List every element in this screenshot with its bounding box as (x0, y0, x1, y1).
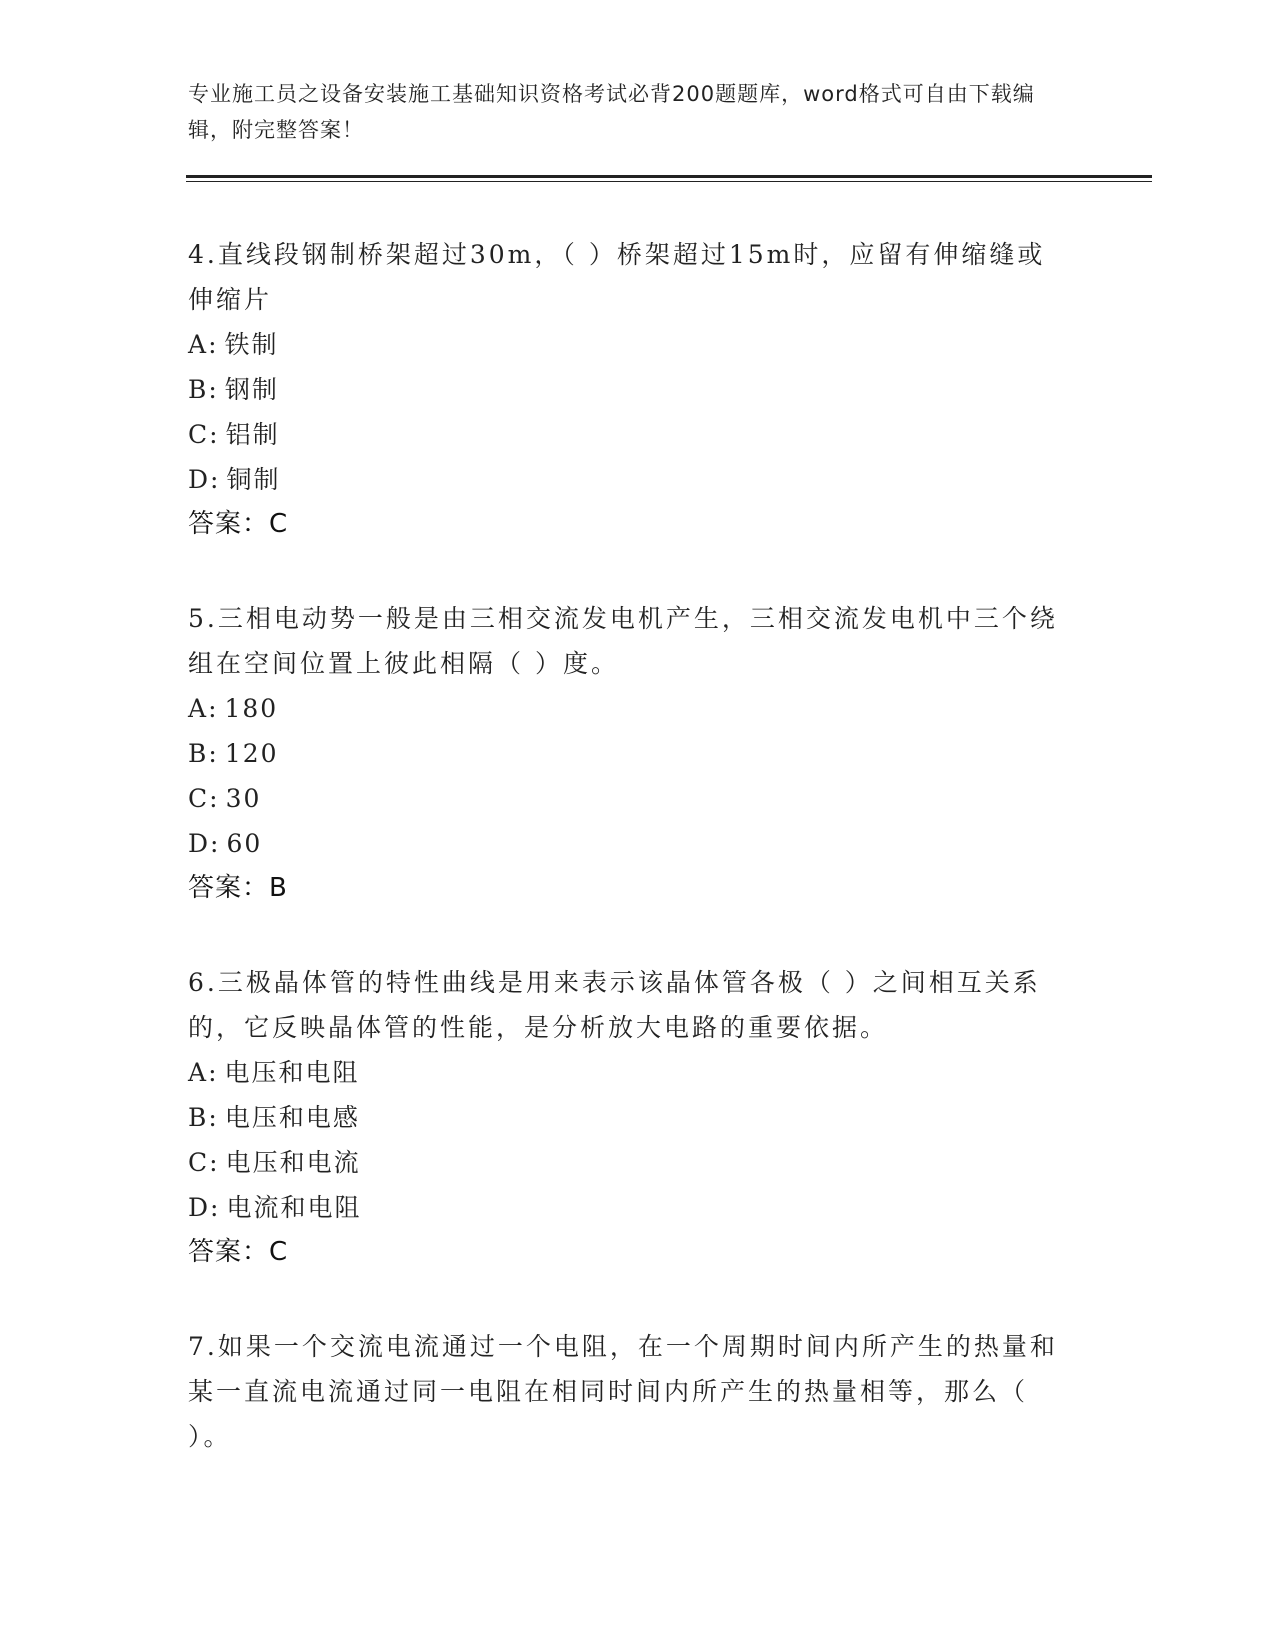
option-key: C (188, 1148, 210, 1177)
option-key: D (188, 829, 211, 858)
option-key: D (188, 1193, 211, 1222)
option-a: A: 电压和电阻 (188, 1058, 360, 1087)
option-key: B (188, 1103, 209, 1132)
option-d: D: 电流和电阻 (188, 1193, 362, 1222)
question-4 (188, 232, 1068, 547)
question-stem: 5.三相电动势一般是由三相交流发电机产生，三相交流发电机中三个绕组在空间位置上彼此相隔（ ）度。 (188, 604, 1058, 678)
answer-line: 答案：B (188, 873, 288, 903)
option-d: D: 铜制 (188, 465, 281, 494)
question-5 (188, 596, 1068, 911)
option-key: B (188, 739, 209, 768)
option-key: A (188, 694, 209, 723)
answer-line: 答案：C (188, 1237, 289, 1267)
answer-line: 答案：C (188, 509, 289, 539)
option-text: 电流和电阻 (226, 1193, 362, 1222)
question-stem: 4.直线段钢制桥架超过30m，（ ）桥架超过15m时，应留有伸缩缝或伸缩片 (188, 240, 1046, 314)
option-b: B: 120 (188, 739, 279, 768)
option-text: 铁制 (224, 330, 279, 359)
question-stem: 7.如果一个交流电流通过一个电阻，在一个周期时间内所产生的热量和某一直流电流通过同一电阻在相同时间内所产生的热量相等，那么（ ）。 (188, 1332, 1058, 1451)
option-text: 钢制 (224, 375, 279, 404)
header-divider-thick (186, 175, 1152, 178)
option-text: 120 (224, 739, 279, 768)
option-b: B: 电压和电感 (188, 1103, 360, 1132)
option-b: B: 钢制 (188, 375, 279, 404)
document-header: 专业施工员之设备安装施工基础知识资格考试必背200题题库，word格式可自由下载编辑，附完整答案！ (188, 82, 1035, 142)
option-text: 电压和电流 (225, 1148, 361, 1177)
option-text: 铝制 (225, 420, 280, 449)
option-key: B (188, 375, 209, 404)
option-a: A: 180 (188, 694, 279, 723)
option-c: C: 铝制 (188, 420, 280, 449)
option-text: 电压和电阻 (224, 1058, 360, 1087)
option-key: D (188, 465, 211, 494)
header-divider-thin (186, 181, 1152, 182)
option-key: C (188, 420, 210, 449)
option-key: A (188, 330, 209, 359)
option-text: 60 (226, 829, 263, 858)
option-c: C: 30 (188, 784, 262, 813)
question-stem: 6.三极晶体管的特性曲线是用来表示该晶体管各极（ ）之间相互关系的，它反映晶体管的性能，是分析放大电路的重要依据。 (188, 968, 1041, 1042)
option-text: 铜制 (226, 465, 281, 494)
option-text: 电压和电感 (224, 1103, 360, 1132)
option-text: 180 (224, 694, 279, 723)
question-7 (188, 1324, 1068, 1459)
option-key: C (188, 784, 210, 813)
option-d: D: 60 (188, 829, 263, 858)
option-a: A: 铁制 (188, 330, 279, 359)
option-key: A (188, 1058, 209, 1087)
question-6 (188, 960, 1068, 1275)
option-text: 30 (225, 784, 262, 813)
option-c: C: 电压和电流 (188, 1148, 361, 1177)
